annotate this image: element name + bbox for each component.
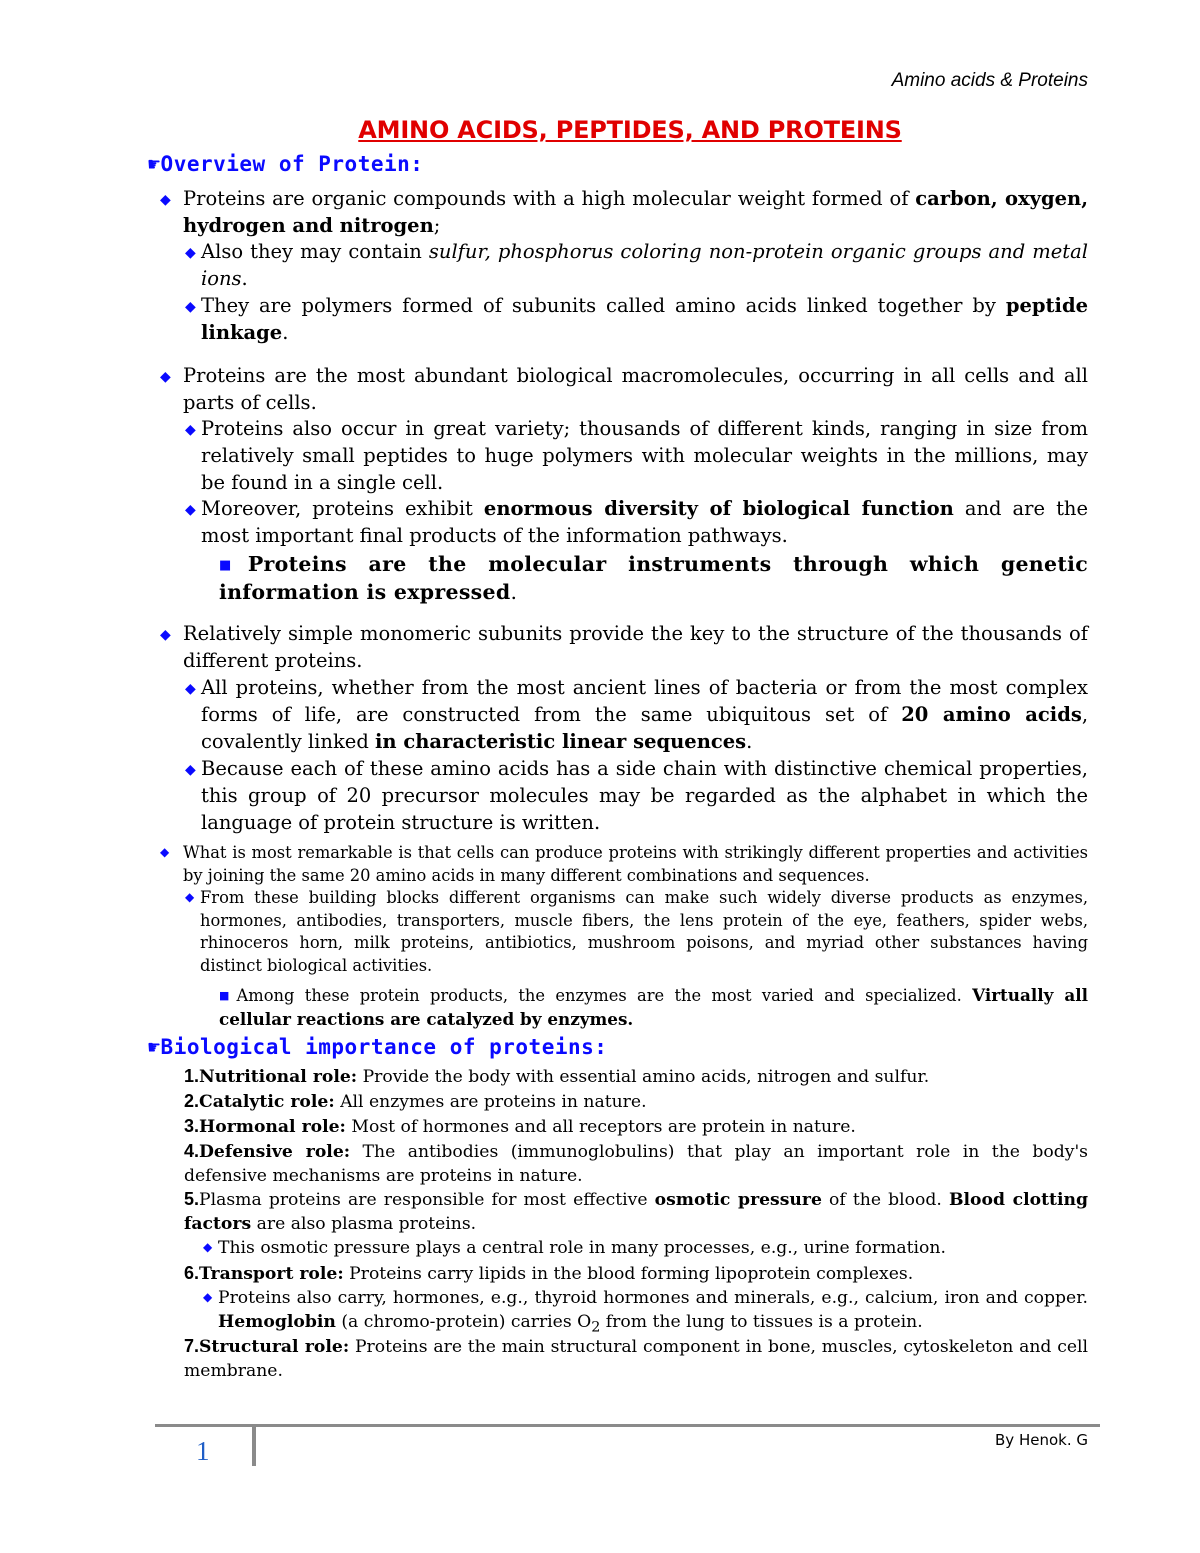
paragraph-p4-s1-t: ■ Among these protein products, the enzymes are the most varied and specialized. Virtually all cellular reactions are catalyzed by enzymes.	[219, 985, 1088, 1029]
paragraph-p3: Relatively simple monomeric subunits provide the key to the structure of the thousands of different proteins.	[183, 622, 1088, 672]
diamond-bullet-icon: ◆	[185, 422, 196, 438]
pointing-hand-icon: ☛	[148, 152, 161, 176]
list-item-6: 6.Transport role: Proteins carry lipids in the blood forming lipoprotein complexes.	[184, 1263, 914, 1284]
diamond-bullet-icon: ◆	[185, 502, 196, 518]
diamond-bullet-icon: ◆	[203, 1240, 213, 1254]
diamond-bullet-icon: ◆	[185, 681, 196, 697]
running-header: Amino acids & Proteins	[891, 70, 1088, 91]
diamond-bullet-icon: ◆	[185, 299, 196, 315]
footer-author: By Henok. G	[995, 1431, 1088, 1449]
footer-rule	[155, 1424, 1100, 1427]
diamond-bullet-icon: ◆	[185, 890, 195, 904]
page-number: 1	[196, 1436, 210, 1466]
pointing-hand-icon: ☛	[148, 1035, 161, 1059]
diamond-bullet-icon: ◆	[160, 845, 170, 859]
diamond-bullet-icon: ◆	[160, 192, 171, 208]
paragraph-p1: Proteins are organic compounds with a high molecular weight formed of carbon, oxygen, hydrogen and nitrogen;	[183, 187, 1088, 237]
paragraph-p2-s2-t: ■Proteins are the molecular instruments through which genetic information is expressed.	[219, 552, 1088, 604]
section-heading-importance: ☛Biological importance of proteins:	[148, 1035, 608, 1059]
list-item-7: 7.Structural role: Proteins are the main structural component in bone, muscles, cytoskeleton and cell membrane.	[184, 1336, 1089, 1381]
list-item-5-sub: This osmotic pressure plays a central role in many processes, e.g., urine formation.	[218, 1238, 946, 1258]
footer-divider	[252, 1424, 256, 1466]
paragraph-p3-s2: Because each of these amino acids has a side chain with distinctive chemical properties, this group of 20 precursor molecules may be regarded as the alphabet in which the language of protein structure is written.	[201, 757, 1088, 834]
diamond-bullet-icon: ◆	[203, 1290, 213, 1304]
list-item-2: 2.Catalytic role: All enzymes are proteins in nature.	[184, 1091, 647, 1112]
diamond-bullet-icon: ◆	[185, 245, 196, 261]
diamond-bullet-icon: ◆	[160, 627, 171, 643]
diamond-bullet-icon: ◆	[160, 369, 171, 385]
document-title: AMINO ACIDS, PEPTIDES, AND PROTEINS	[358, 116, 902, 144]
diamond-bullet-icon: ◆	[185, 762, 196, 778]
paragraph-p1-s1: Also they may contain sulfur, phosphorus coloring non-protein organic groups and metal ions.	[201, 240, 1088, 290]
list-item-1: 1.Nutritional role: Provide the body with essential amino acids, nitrogen and sulfur.	[184, 1066, 930, 1087]
square-bullet-icon: ■	[219, 558, 246, 573]
paragraph-p2-s2: Moreover, proteins exhibit enormous diversity of biological function and are the most important final products of the information pathways.	[201, 497, 1088, 547]
paragraph-p4: What is most remarkable is that cells can produce proteins with strikingly different properties and activities by joining the same 20 amino acids in many different combinations and sequences.	[183, 843, 1088, 885]
square-bullet-icon: ■	[219, 989, 235, 1002]
list-item-5: 5.Plasma proteins are responsible for most effective osmotic pressure of the blood. Blood clotting factors are also plasma proteins.	[184, 1189, 1089, 1234]
list-item-3: 3.Hormonal role: Most of hormones and all receptors are protein in nature.	[184, 1116, 856, 1137]
paragraph-p1-s2: They are polymers formed of subunits called amino acids linked together by peptide linkage.	[201, 294, 1088, 344]
paragraph-p2-s1: Proteins also occur in great variety; thousands of different kinds, ranging in size from relatively small peptides to huge polymers with molecular weights in the millions, may be found in a single cell.	[201, 417, 1088, 494]
list-item-6-sub: Proteins also carry, hormones, e.g., thyroid hormones and minerals, e.g., calcium, iron and copper. Hemoglobin (a chromo-protein) carries $O_2$ from the lung to tissues is a protein.	[218, 1288, 1088, 1336]
paragraph-p3-s1: All proteins, whether from the most ancient lines of bacteria or from the most complex forms of life, are constructed from the same ubiquitous set of 20 amino acids, covalently linked in characteristic linear sequences.	[201, 676, 1089, 753]
list-item-4: 4.Defensive role: The antibodies (immunoglobulins) that play an important role in the body's defensive mechanisms are proteins in nature.	[184, 1141, 1089, 1186]
section-heading-overview: ☛Overview of Protein:	[148, 152, 424, 176]
paragraph-p4-s1: From these building blocks different organisms can make such widely diverse products as enzymes, hormones, antibodies, transporters, muscle fibers, the lens protein of the eye, feathers, spider webs, rhinoceros horn, milk proteins, antibiotics, mushroom poisons, and myriad other substances having distinct biological activities.	[200, 888, 1088, 975]
paragraph-p2: Proteins are the most abundant biological macromolecules, occurring in all cells and all parts of cells.	[183, 364, 1088, 414]
